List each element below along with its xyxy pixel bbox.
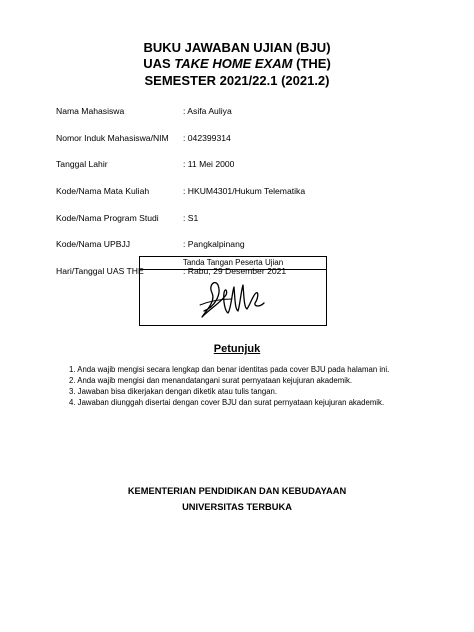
info-row-tanggal-lahir <box>56 151 436 178</box>
signature-box <box>139 256 327 326</box>
info-value: : S1 <box>183 212 199 223</box>
info-label: Nomor Induk Mahasiswa/NIM <box>56 132 169 143</box>
exam-type-suffix: (THE) <box>292 56 331 71</box>
info-value: : Rabu, 29 Desember 2021 <box>183 265 287 276</box>
instruction-item: 1. Anda wajib mengisi secara lengkap dan benar identitas pada cover BJU pada halaman ini. <box>69 365 390 374</box>
instruction-item: 3. Jawaban bisa dikerjakan dengan diketik atau tulis tangan. <box>69 387 278 396</box>
info-label: Kode/Nama Program Studi <box>56 212 159 223</box>
info-row-upbjj <box>56 231 436 258</box>
university-name: UNIVERSITAS TERBUKA <box>182 502 292 512</box>
instruction-item: 4. Jawaban diunggah disertai dengan cover BJU dan surat pernyataan kejujuran akademik. <box>69 398 385 407</box>
handwritten-signature <box>198 273 270 323</box>
info-row-mata-kuliah <box>56 178 436 205</box>
info-label: Kode/Nama Mata Kuliah <box>56 186 150 197</box>
instructions-list <box>69 364 389 408</box>
info-value: : 042399314 <box>183 132 231 143</box>
info-label: Kode/Nama UPBJJ <box>56 239 131 250</box>
info-label: Hari/Tanggal UAS THE <box>56 265 144 276</box>
exam-type-line <box>0 56 474 72</box>
info-value: : Asifa Auliya <box>183 106 232 117</box>
document-title: BUKU JAWABAN UJIAN (BJU) <box>143 40 331 55</box>
info-value: : Pangkalpinang <box>183 239 245 250</box>
info-label: Tanggal Lahir <box>56 159 108 170</box>
exam-type-italic: TAKE HOME EXAM <box>174 56 293 71</box>
info-row-nim <box>56 125 436 152</box>
semester-line: SEMESTER 2021/22.1 (2021.2) <box>144 73 330 88</box>
info-value: : HKUM4301/Hukum Telematika <box>183 186 306 197</box>
info-value: : 11 Mei 2000 <box>183 159 235 170</box>
info-row-program-studi <box>56 204 436 231</box>
exam-type-prefix: UAS <box>143 56 175 71</box>
info-label: Nama Mahasiswa <box>56 106 125 117</box>
info-row-nama <box>56 98 436 125</box>
ministry-name: KEMENTERIAN PENDIDIKAN DAN KEBUDAYAAN <box>127 486 347 496</box>
signature-heading: Tanda Tangan Peserta Ujian <box>140 257 326 270</box>
instructions-heading: Petunjuk <box>213 343 261 355</box>
instruction-item: 2. Anda wajib mengisi dan menandatangani surat pernyataan kejujuran akademik. <box>69 376 353 385</box>
